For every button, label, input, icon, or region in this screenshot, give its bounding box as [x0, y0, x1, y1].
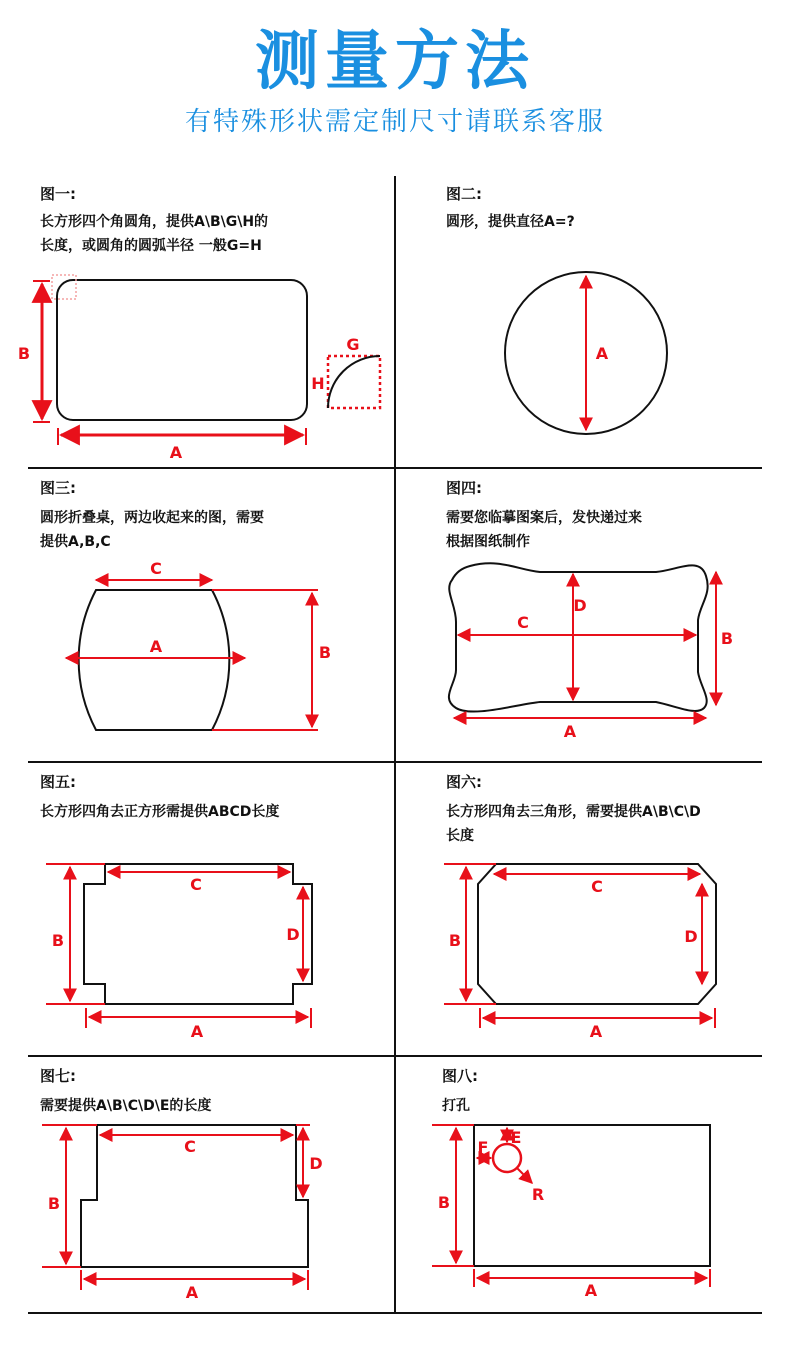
- label-a: A: [595, 344, 609, 363]
- panel-2-diagram: [505, 272, 667, 434]
- label-a: A: [584, 1281, 598, 1300]
- label-b: B: [437, 1193, 451, 1212]
- label-g: G: [346, 335, 360, 354]
- freeform-shape: [449, 563, 708, 711]
- label-a: A: [190, 1022, 204, 1041]
- label-c: C: [150, 559, 162, 578]
- label-a: A: [149, 637, 163, 656]
- panel-8-caption: 图八:: [442, 1067, 478, 1085]
- folding-table-shape: [79, 590, 230, 730]
- label-b: B: [17, 344, 31, 363]
- label-d: D: [573, 596, 587, 615]
- panel-1-desc-line-2: 长度，或圆角的圆弧半径 一般G=H: [40, 238, 262, 254]
- label-b: B: [448, 931, 462, 950]
- label-c: C: [517, 613, 529, 632]
- label-b: B: [318, 643, 332, 662]
- panel-6-desc-line-2: 长度: [446, 828, 474, 844]
- panel-4-caption: 图四:: [446, 479, 482, 497]
- label-c: C: [591, 877, 603, 896]
- label-r: R: [531, 1185, 545, 1204]
- label-d: D: [684, 927, 698, 946]
- panel-1-caption: 图一:: [40, 185, 76, 203]
- panel-2-desc-line-1: 圆形，提供直径A=?: [446, 214, 575, 230]
- corner-highlight-box: [52, 275, 76, 299]
- radius-r-arrow: [517, 1168, 532, 1183]
- label-a: A: [563, 722, 577, 741]
- panel-8-desc-line-1: 打孔: [442, 1098, 470, 1114]
- panel-6-desc-line-1: 长方形四角去三角形，需要提供A\B\C\D: [446, 804, 701, 820]
- label-h: H: [311, 374, 325, 393]
- label-b: B: [51, 931, 65, 950]
- panel-7-diagram: [42, 1125, 323, 1302]
- label-a: A: [185, 1283, 199, 1302]
- panel-3-diagram: [66, 559, 331, 730]
- label-f: F: [477, 1138, 489, 1157]
- panel-5-desc-line-1: 长方形四角去正方形需提供ABCD长度: [40, 804, 280, 820]
- panel-4-desc-line-1: 需要您临摹图案后，发快递过来: [446, 510, 642, 526]
- panel-5-caption: 图五:: [40, 773, 76, 791]
- label-a: A: [169, 443, 183, 462]
- panel-4-desc-line-2: 根据图纸制作: [446, 534, 530, 550]
- label-a: A: [589, 1022, 603, 1041]
- label-b: B: [47, 1194, 61, 1213]
- panel-4-diagram: [449, 563, 733, 741]
- rounded-rectangle-shape: [57, 280, 307, 420]
- plate-rectangle-shape: [474, 1125, 710, 1266]
- grid-lines: [28, 176, 762, 1313]
- panel-3-caption: 图三:: [40, 479, 76, 497]
- panel-2-caption: 图二:: [446, 185, 482, 203]
- panel-1-desc-line-1: 长方形四个角圆角，提供A\B\G\H的: [40, 214, 269, 230]
- panel-5-diagram: [46, 864, 312, 1041]
- label-d: D: [309, 1154, 323, 1173]
- label-c: C: [184, 1137, 196, 1156]
- page-subtitle: 有特殊形状需定制尺寸请联系客服: [184, 107, 605, 137]
- panel-6-caption: 图六:: [446, 773, 482, 791]
- page-title: 测量方法: [255, 25, 535, 99]
- panel-7-desc-line-1: 需要提供A\B\C\D\E的长度: [40, 1098, 212, 1114]
- hole-circle: [493, 1144, 521, 1172]
- panel-6-diagram: [444, 864, 716, 1041]
- label-d: D: [286, 925, 300, 944]
- label-e: E: [510, 1128, 522, 1147]
- panel-3-desc-line-2: 提供A,B,C: [40, 534, 111, 550]
- panel-8-diagram: [432, 1125, 710, 1300]
- panel-3-desc-line-1: 圆形折叠桌，两边收起来的图，需要: [40, 510, 264, 526]
- label-b: B: [720, 629, 734, 648]
- label-c: C: [190, 875, 202, 894]
- corner-arc: [328, 356, 380, 408]
- panel-7-caption: 图七:: [40, 1067, 76, 1085]
- panel-1-diagram: [18, 275, 380, 462]
